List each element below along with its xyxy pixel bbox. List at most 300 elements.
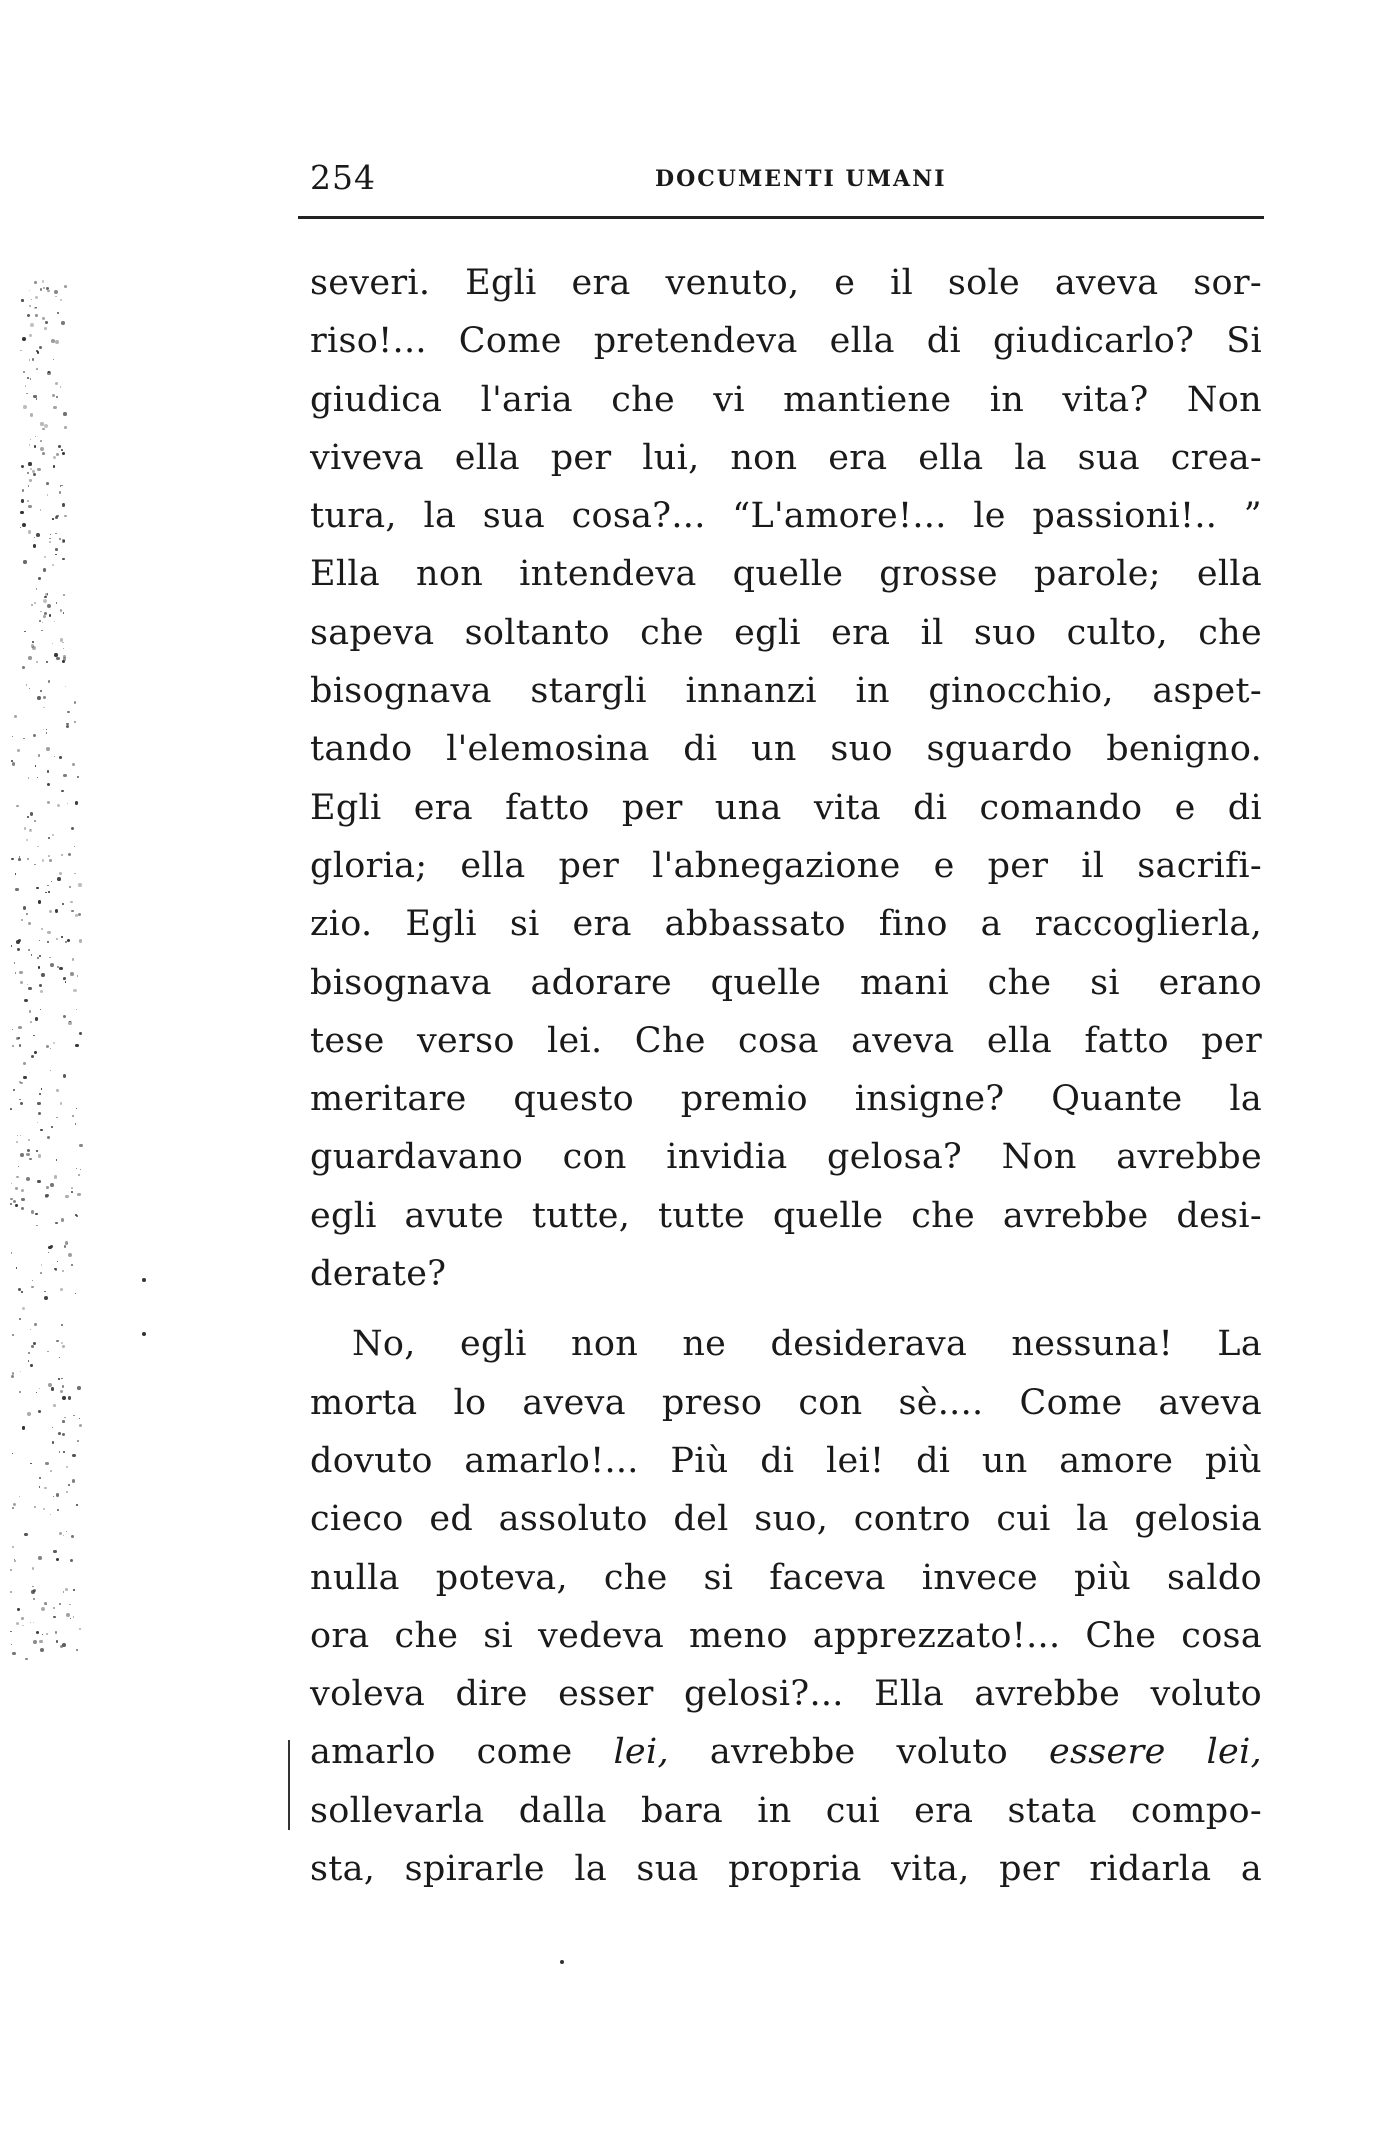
- noise-speck: [54, 621, 55, 622]
- noise-speck: [21, 1189, 24, 1192]
- noise-speck: [27, 377, 28, 378]
- noise-speck: [15, 888, 19, 892]
- noise-speck: [47, 494, 48, 495]
- noise-speck: [52, 394, 55, 397]
- noise-speck: [27, 1149, 30, 1152]
- noise-speck: [12, 1029, 13, 1030]
- noise-speck: [14, 1560, 17, 1563]
- noise-speck: [74, 846, 75, 847]
- noise-speck: [35, 296, 38, 299]
- noise-speck: [63, 648, 64, 649]
- noise-speck: [11, 1375, 14, 1378]
- noise-speck: [22, 523, 26, 527]
- noise-speck: [73, 1415, 74, 1416]
- noise-speck: [68, 853, 71, 856]
- noise-speck: [79, 1628, 81, 1630]
- noise-speck: [38, 1410, 41, 1413]
- noise-speck: [64, 426, 67, 429]
- noise-speck: [79, 1144, 82, 1147]
- noise-speck: [24, 631, 25, 632]
- noise-speck: [17, 1608, 19, 1610]
- noise-speck: [23, 1076, 26, 1079]
- noise-speck: [34, 864, 35, 865]
- noise-speck: [47, 885, 49, 887]
- noise-speck: [30, 1622, 31, 1623]
- text-line: tese verso lei. Che cosa aveva ella fatto per: [310, 1020, 1262, 1061]
- noise-speck: [75, 801, 78, 804]
- noise-speck: [23, 560, 26, 563]
- text-line: bisognava stargli innanzi in ginocchio, aspet-: [310, 671, 1262, 712]
- noise-speck: [30, 1364, 33, 1367]
- body-text: [310, 254, 1262, 1898]
- noise-speck: [31, 1345, 34, 1348]
- noise-speck: [28, 656, 32, 660]
- noise-speck: [26, 839, 28, 841]
- page-number: 254: [310, 158, 376, 197]
- noise-speck: [56, 1558, 59, 1561]
- noise-speck: [12, 736, 13, 737]
- noise-speck: [65, 1195, 68, 1198]
- noise-speck: [64, 1245, 66, 1247]
- noise-speck: [39, 1477, 41, 1479]
- noise-speck: [77, 776, 79, 778]
- noise-speck: [61, 936, 63, 938]
- noise-speck: [36, 1631, 39, 1634]
- noise-speck: [29, 290, 30, 291]
- noise-speck: [53, 1496, 54, 1497]
- noise-speck: [48, 891, 49, 892]
- noise-speck: [65, 1588, 68, 1591]
- noise-speck: [15, 1187, 17, 1189]
- noise-speck: [76, 1168, 77, 1169]
- noise-speck: [39, 984, 42, 987]
- noise-speck: [70, 1618, 71, 1619]
- text-line: No, egli non ne desiderava nessuna! La: [352, 1324, 1262, 1365]
- noise-speck: [16, 1176, 18, 1178]
- noise-speck: [68, 1484, 70, 1486]
- noise-speck: [71, 910, 74, 913]
- running-title: DOCUMENTI UMANI: [655, 166, 947, 192]
- text-line: sapeva soltanto che egli era il suo culto, che: [310, 612, 1262, 653]
- noise-speck: [72, 1115, 74, 1117]
- noise-speck: [77, 1193, 80, 1196]
- noise-speck: [31, 1210, 34, 1213]
- noise-speck: [12, 1334, 14, 1336]
- noise-speck: [44, 1296, 48, 1300]
- noise-speck: [64, 1417, 65, 1418]
- noise-speck: [59, 1603, 61, 1605]
- noise-speck: [50, 1070, 51, 1071]
- noise-speck: [21, 499, 24, 502]
- noise-speck: [22, 489, 24, 491]
- noise-speck: [44, 596, 47, 599]
- noise-speck: [54, 756, 55, 757]
- noise-speck: [37, 468, 40, 471]
- noise-speck: [40, 611, 41, 612]
- noise-speck: [39, 1640, 42, 1643]
- text-line: morta lo aveva preso con sè.... Come aveva: [310, 1382, 1262, 1423]
- text-line: giudica l'aria che vi mantiene in vita? Non: [310, 379, 1262, 420]
- noise-speck: [22, 666, 25, 669]
- noise-speck: [26, 913, 28, 915]
- noise-speck: [42, 280, 44, 282]
- noise-speck: [73, 989, 77, 993]
- noise-speck: [56, 396, 58, 398]
- noise-speck: [49, 541, 51, 543]
- noise-speck: [37, 1102, 41, 1106]
- noise-speck: [34, 1506, 36, 1508]
- noise-speck: [19, 1099, 21, 1101]
- noise-speck: [23, 371, 25, 373]
- noise-speck: [62, 452, 65, 455]
- noise-speck: [27, 984, 28, 985]
- noise-speck: [36, 887, 39, 890]
- noise-speck: [41, 630, 42, 631]
- noise-speck: [66, 725, 69, 728]
- noise-speck: [23, 405, 27, 409]
- noise-speck: [68, 1253, 72, 1257]
- noise-speck: [33, 544, 37, 548]
- noise-speck: [72, 763, 75, 766]
- noise-speck: [49, 538, 51, 540]
- noise-speck: [77, 975, 78, 976]
- noise-speck: [34, 537, 35, 538]
- noise-speck: [30, 1021, 32, 1023]
- noise-speck: [55, 516, 58, 519]
- noise-speck: [67, 803, 68, 804]
- noise-speck: [27, 314, 30, 317]
- noise-speck: [28, 505, 32, 509]
- noise-speck: [39, 1093, 41, 1095]
- noise-speck: [51, 1126, 53, 1128]
- noise-speck: [62, 1270, 64, 1272]
- text-line: viveva ella per lui, non era ella la sua crea-: [310, 437, 1262, 478]
- noise-speck: [61, 1378, 62, 1379]
- noise-speck: [14, 715, 17, 718]
- noise-speck: [46, 732, 47, 733]
- noise-speck: [10, 1203, 12, 1205]
- noise-speck: [76, 1504, 78, 1506]
- noise-speck: [56, 453, 60, 457]
- noise-speck: [42, 622, 43, 623]
- noise-speck: [80, 1169, 81, 1170]
- noise-speck: [52, 518, 53, 519]
- noise-speck: [60, 1288, 63, 1291]
- noise-speck: [24, 827, 26, 829]
- noise-speck: [34, 602, 35, 603]
- noise-speck: [41, 1607, 45, 1611]
- text-line: bisognava adorare quelle mani che si erano: [310, 962, 1262, 1003]
- noise-speck: [74, 721, 76, 723]
- noise-speck: [43, 729, 44, 730]
- noise-speck: [47, 770, 50, 773]
- noise-speck: [33, 1589, 36, 1592]
- noise-speck: [16, 1622, 19, 1625]
- noise-speck: [28, 777, 30, 779]
- noise-speck: [28, 1360, 29, 1361]
- noise-speck: [16, 1141, 18, 1143]
- scan-edge-noise: [0, 280, 110, 1660]
- noise-speck: [73, 1616, 75, 1618]
- noise-speck: [19, 1391, 21, 1393]
- noise-speck: [29, 688, 30, 689]
- noise-speck: [21, 1291, 22, 1292]
- noise-speck: [61, 854, 63, 856]
- noise-speck: [74, 873, 76, 875]
- noise-speck: [48, 837, 50, 839]
- noise-speck: [23, 1062, 27, 1066]
- noise-speck: [65, 941, 67, 943]
- noise-speck: [41, 928, 43, 930]
- noise-speck: [35, 314, 38, 317]
- noise-speck: [58, 1432, 61, 1435]
- text-line: zio. Egli si era abbassato fino a raccoglierla,: [310, 904, 1262, 945]
- noise-speck: [79, 1424, 82, 1427]
- noise-speck: [26, 393, 27, 394]
- noise-speck: [52, 1441, 54, 1443]
- noise-speck: [59, 1532, 62, 1535]
- noise-speck: [13, 1089, 16, 1092]
- text-line: Ella non intendeva quelle grosse parole; ella: [310, 554, 1262, 595]
- noise-speck: [63, 1535, 64, 1536]
- noise-speck: [30, 413, 33, 416]
- noise-speck: [12, 1507, 14, 1509]
- noise-speck: [30, 1463, 31, 1464]
- noise-speck: [30, 323, 34, 327]
- text-line: ora che si vedeva meno apprezzato!... Che cosa: [310, 1615, 1262, 1656]
- noise-speck: [22, 1307, 25, 1310]
- noise-speck: [55, 1222, 57, 1224]
- noise-speck: [27, 1412, 31, 1416]
- text-line: meritare questo premio insigne? Quante la: [310, 1079, 1262, 1120]
- noise-speck: [59, 1357, 61, 1359]
- noise-speck: [52, 1427, 53, 1428]
- noise-speck: [48, 855, 50, 857]
- noise-speck: [72, 1479, 75, 1482]
- noise-speck: [31, 1286, 33, 1288]
- noise-speck: [63, 612, 65, 614]
- noise-speck: [66, 1531, 67, 1532]
- noise-speck: [53, 465, 56, 468]
- noise-speck: [75, 1044, 78, 1047]
- noise-speck: [21, 299, 23, 301]
- noise-speck: [78, 913, 82, 917]
- noise-speck: [47, 783, 50, 786]
- noise-speck: [72, 958, 75, 961]
- text-line: guardavano con invidia gelosa? Non avrebbe: [310, 1137, 1262, 1178]
- noise-speck: [71, 827, 74, 830]
- noise-speck: [35, 1213, 38, 1216]
- noise-speck: [39, 955, 41, 957]
- noise-speck: [52, 643, 53, 644]
- noise-speck: [33, 1598, 35, 1600]
- noise-speck: [48, 371, 50, 373]
- noise-speck: [10, 1569, 12, 1571]
- noise-speck: [24, 1533, 28, 1537]
- noise-speck: [55, 382, 58, 385]
- noise-speck: [44, 1487, 47, 1490]
- noise-speck: [28, 1139, 30, 1141]
- noise-speck: [70, 972, 74, 976]
- noise-speck: [74, 701, 77, 704]
- noise-speck: [60, 386, 61, 387]
- noise-speck: [71, 1535, 74, 1538]
- noise-speck: [55, 548, 58, 551]
- noise-speck: [35, 765, 36, 766]
- noise-speck: [67, 939, 70, 942]
- noise-speck: [70, 901, 72, 903]
- noise-speck: [66, 1491, 68, 1493]
- noise-speck: [40, 1129, 42, 1131]
- noise-speck: [38, 1556, 41, 1559]
- noise-speck: [28, 1352, 29, 1353]
- noise-speck: [53, 1042, 55, 1044]
- noise-speck: [53, 1616, 55, 1618]
- noise-speck: [50, 1183, 54, 1187]
- text-line: riso!... Come pretendeva ella di giudicarlo? Si: [310, 321, 1262, 362]
- noise-speck: [38, 1112, 41, 1115]
- noise-speck: [17, 1135, 18, 1136]
- noise-speck: [21, 1617, 24, 1620]
- noise-speck: [16, 1267, 17, 1268]
- noise-speck: [61, 1324, 63, 1326]
- text-line-with-italics: [310, 1723, 1262, 1781]
- noise-speck: [26, 1153, 29, 1156]
- noise-speck: [38, 577, 41, 580]
- noise-speck: [29, 444, 31, 446]
- noise-speck: [57, 1261, 58, 1262]
- noise-speck: [42, 1634, 43, 1635]
- noise-speck: [29, 305, 31, 307]
- noise-speck: [71, 1191, 73, 1193]
- noise-speck: [41, 1088, 42, 1089]
- noise-speck: [37, 777, 38, 778]
- noise-speck: [29, 1158, 31, 1160]
- noise-speck: [49, 910, 53, 914]
- paragraph-1: [310, 254, 1262, 1303]
- noise-speck: [12, 1453, 13, 1454]
- noise-speck: [20, 350, 21, 351]
- noise-speck: [79, 1032, 82, 1035]
- noise-speck: [43, 707, 45, 709]
- noise-speck: [28, 922, 31, 925]
- noise-speck: [64, 285, 67, 288]
- noise-speck: [62, 1433, 65, 1436]
- noise-speck: [76, 1649, 79, 1652]
- noise-speck: [17, 749, 20, 752]
- noise-speck: [76, 1108, 77, 1109]
- noise-speck: [56, 1089, 58, 1091]
- noise-speck: [31, 604, 33, 606]
- noise-speck: [20, 1135, 21, 1136]
- noise-speck: [46, 1045, 49, 1048]
- noise-speck: [36, 398, 37, 399]
- noise-speck: [40, 990, 43, 993]
- noise-speck: [49, 614, 51, 616]
- noise-speck: [52, 834, 54, 836]
- noise-speck: [56, 1640, 59, 1643]
- noise-speck: [49, 957, 50, 958]
- noise-speck: [47, 604, 51, 608]
- noise-speck: [59, 491, 61, 493]
- noise-speck: [13, 1200, 16, 1203]
- noise-speck: [58, 445, 61, 448]
- noise-speck: [29, 1010, 31, 1012]
- noise-speck: [55, 1631, 57, 1633]
- noise-speck: [55, 296, 57, 298]
- noise-speck: [56, 1493, 59, 1496]
- text-run: avrebbe voluto: [668, 1732, 1049, 1773]
- noise-speck: [56, 602, 57, 603]
- noise-speck: [46, 747, 50, 751]
- scan-dot: [560, 1960, 564, 1964]
- text-line: nulla poteva, che si faceva invece più saldo: [310, 1557, 1262, 1598]
- noise-speck: [34, 1051, 37, 1054]
- noise-speck: [56, 938, 59, 941]
- noise-speck: [75, 1293, 76, 1294]
- noise-speck: [63, 1015, 66, 1018]
- noise-speck: [40, 1009, 41, 1010]
- noise-speck: [26, 684, 27, 685]
- noise-speck: [55, 909, 58, 912]
- noise-speck: [47, 1351, 48, 1352]
- noise-speck: [25, 385, 27, 387]
- noise-speck: [61, 790, 63, 792]
- noise-speck: [57, 877, 61, 881]
- italic-run: lei,: [613, 1732, 669, 1773]
- noise-speck: [53, 406, 56, 409]
- header-rule: [298, 216, 1264, 219]
- noise-speck: [28, 530, 31, 533]
- noise-speck: [55, 533, 56, 534]
- noise-speck: [44, 556, 46, 558]
- noise-speck: [53, 1607, 55, 1609]
- noise-speck: [71, 1264, 73, 1266]
- noise-speck: [62, 903, 64, 905]
- text-line: derate?: [310, 1254, 447, 1295]
- noise-speck: [60, 609, 62, 611]
- noise-speck: [33, 734, 37, 738]
- noise-speck: [50, 1048, 51, 1049]
- noise-speck: [37, 1122, 38, 1123]
- noise-speck: [49, 859, 52, 862]
- noise-speck: [63, 979, 65, 981]
- noise-speck: [33, 1640, 37, 1644]
- noise-speck: [48, 680, 51, 683]
- text-line: egli avute tutte, tutte quelle che avrebbe desi-: [310, 1195, 1262, 1236]
- noise-speck: [12, 1652, 15, 1655]
- noise-speck: [62, 1420, 65, 1423]
- noise-speck: [43, 599, 47, 603]
- noise-speck: [32, 470, 35, 473]
- noise-speck: [53, 456, 57, 460]
- noise-speck: [43, 696, 46, 699]
- noise-speck: [63, 1074, 67, 1078]
- noise-speck: [56, 657, 59, 660]
- noise-speck: [10, 1108, 12, 1110]
- margin-mark: [288, 1740, 290, 1830]
- noise-speck: [55, 340, 59, 344]
- noise-speck: [36, 533, 40, 537]
- noise-speck: [61, 449, 63, 451]
- noise-speck: [51, 881, 52, 882]
- noise-speck: [30, 378, 31, 379]
- noise-speck: [34, 281, 37, 284]
- noise-speck: [47, 290, 50, 293]
- noise-speck: [59, 538, 62, 541]
- noise-speck: [30, 1329, 31, 1330]
- noise-speck: [37, 846, 39, 848]
